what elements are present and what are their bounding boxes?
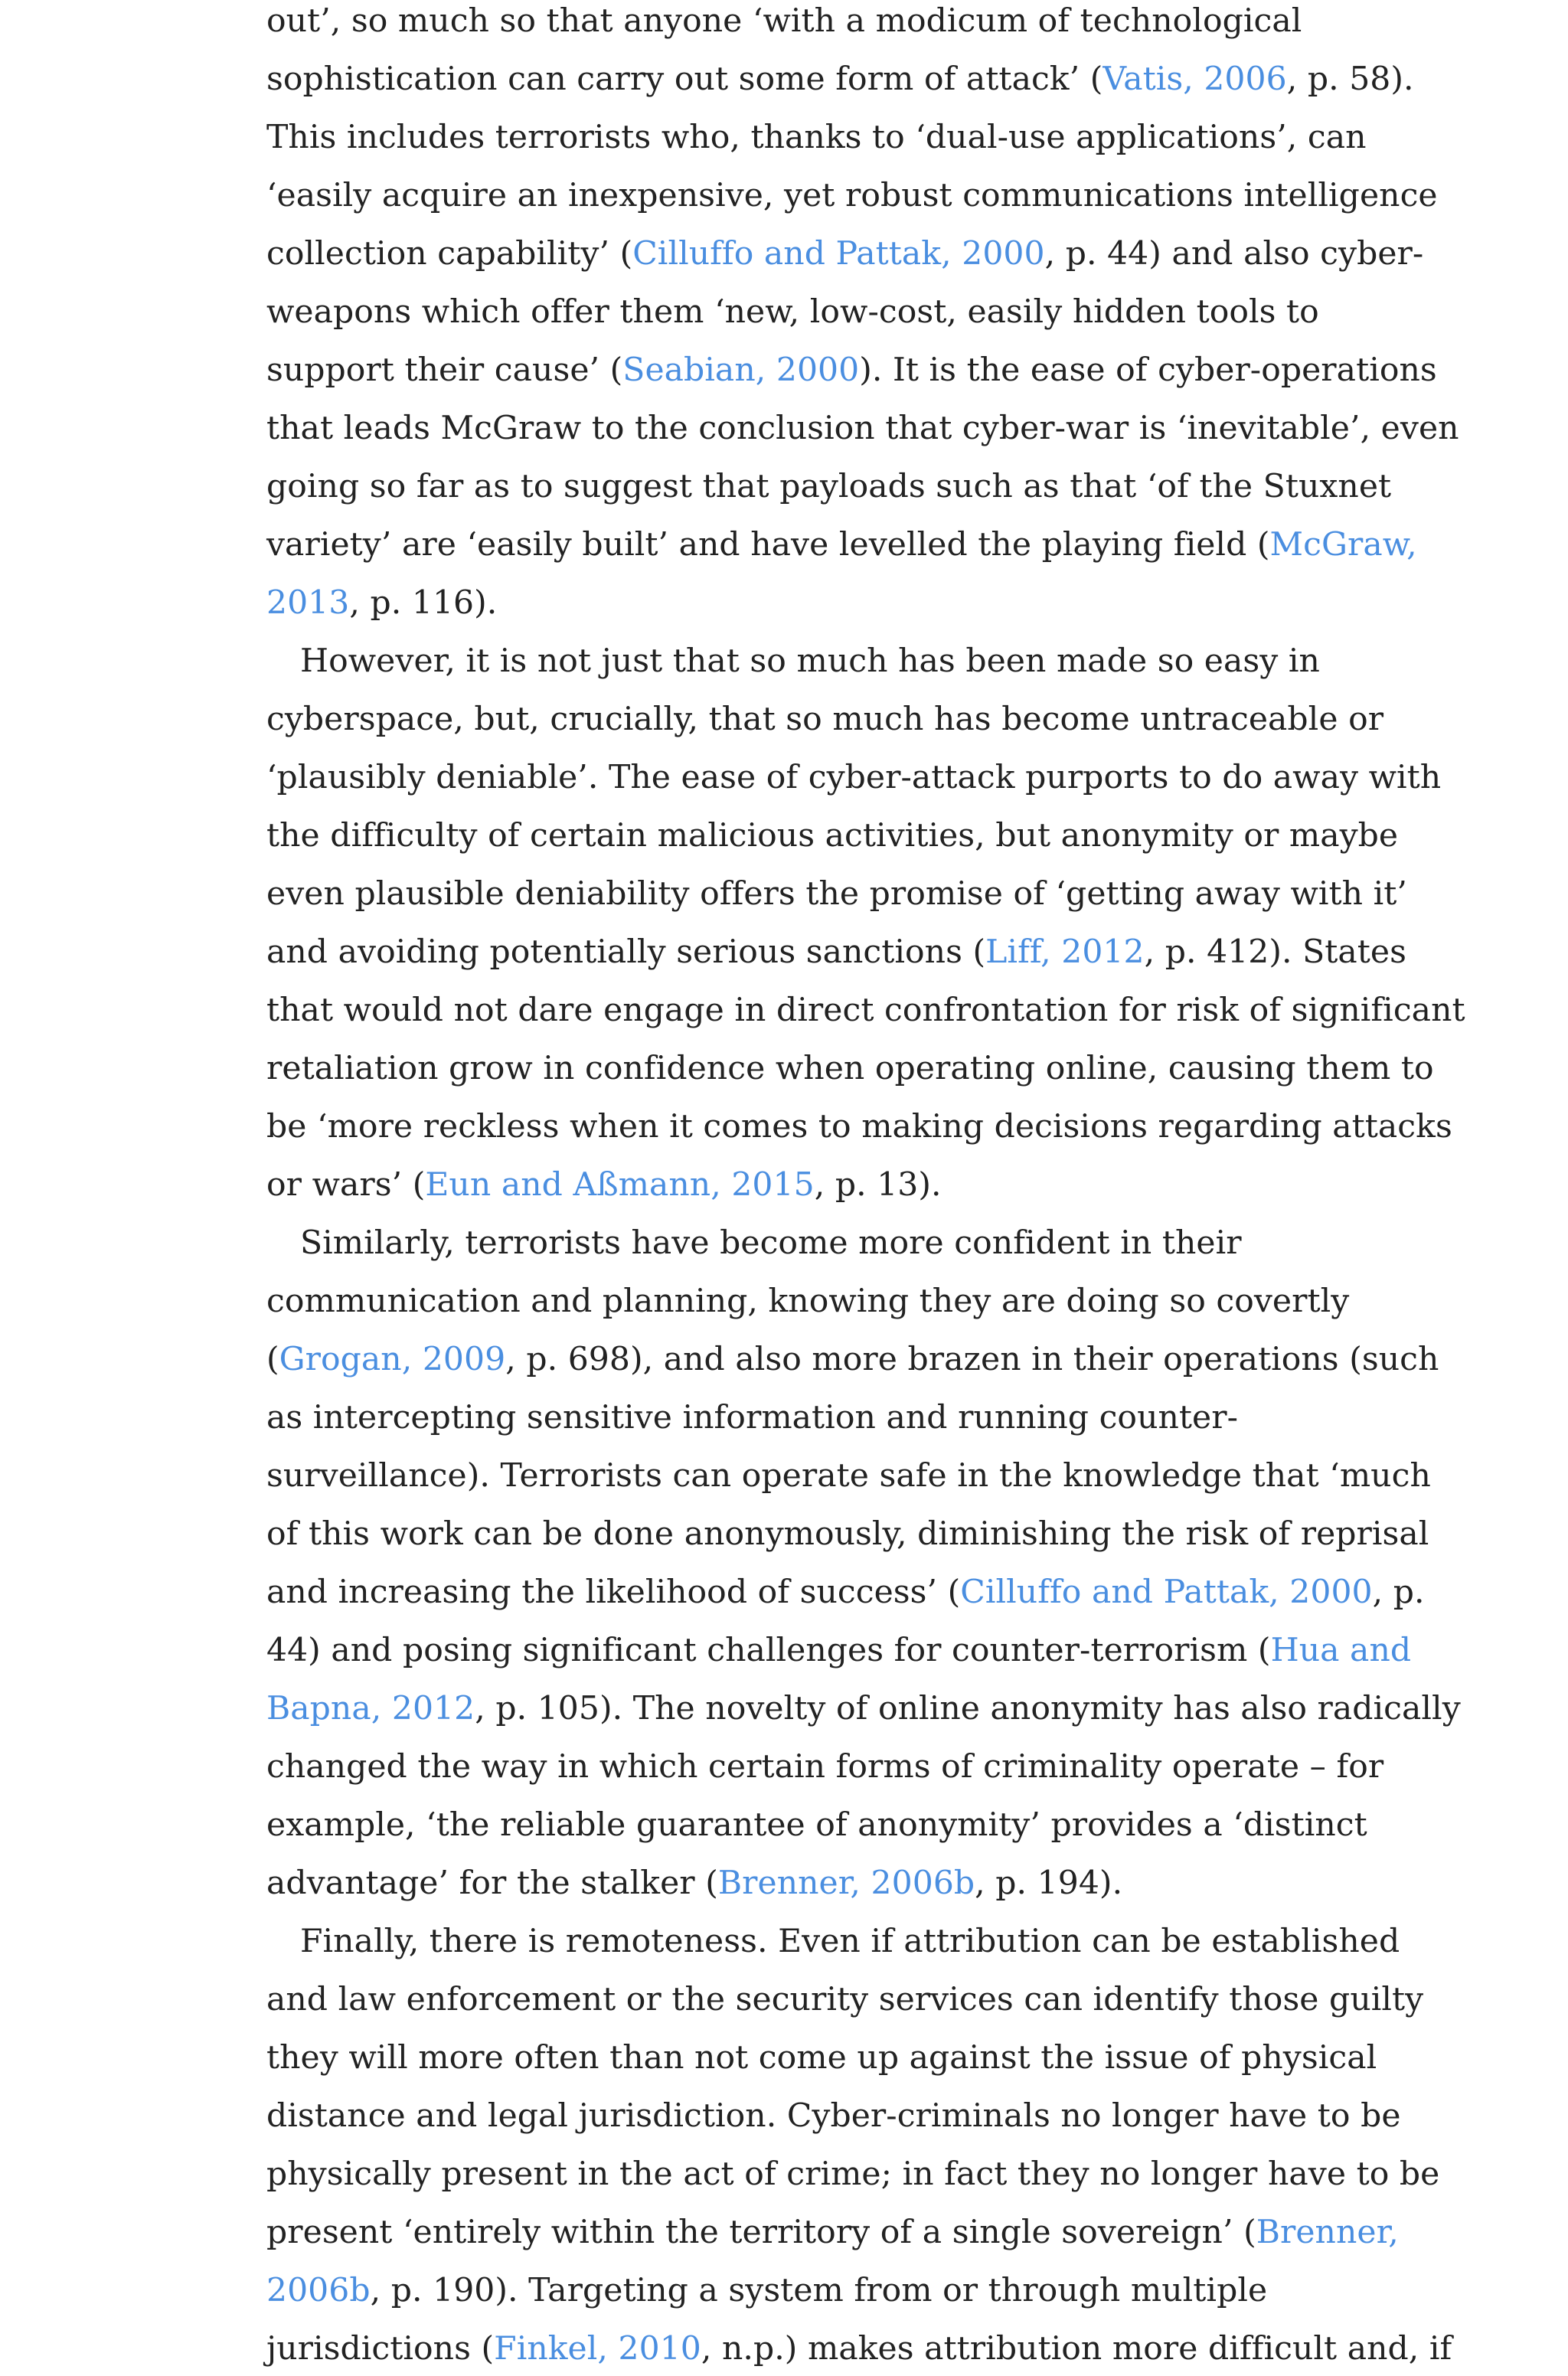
text-line — [266, 926, 1406, 979]
citation-link[interactable]: 2013 — [266, 584, 350, 622]
text-run: be ‘more reckless when it comes to making decisions regarding attacks — [266, 1108, 1452, 1146]
text-run: ( — [266, 1341, 279, 1378]
text-line — [266, 1973, 1423, 2027]
text-line — [266, 344, 1437, 397]
text-line — [266, 1391, 1238, 1445]
text-run: However, it is not just that so much has been made so easy in — [300, 642, 1320, 680]
citation-link[interactable]: Vatis, 2006 — [1102, 60, 1287, 98]
text-line — [300, 1217, 1242, 1270]
text-run: cyberspace, but, crucially, that so much has become untraceable or — [266, 701, 1384, 738]
text-run: the difficulty of certain malicious activities, but anonymity or maybe — [266, 817, 1399, 855]
text-run: , p. 105). The novelty of online anonymity has also radically — [475, 1690, 1461, 1727]
text-line — [266, 809, 1398, 863]
text-run: sophistication can carry out some form of attack’ ( — [266, 60, 1103, 98]
text-line — [266, 2090, 1401, 2143]
citation-link[interactable]: Finkel, 2010 — [494, 2330, 701, 2368]
text-run: changed the way in which certain forms of criminality operate – for — [266, 1748, 1384, 1786]
citation-link[interactable]: Seabian, 2000 — [622, 351, 860, 389]
text-run: , p. 190). Targeting a system from or through multiple — [370, 2272, 1268, 2309]
text-line — [266, 2206, 1399, 2260]
text-run: or wars’ ( — [266, 1166, 426, 1204]
citation-link[interactable]: Hua and — [1270, 1632, 1412, 1669]
citation-link[interactable]: Cilluffo and Pattak, 2000 — [632, 235, 1045, 273]
text-run: Finally, there is remoteness. Even if attribution can be established — [300, 1923, 1400, 1960]
text-run: Similarly, terrorists have become more confident in their — [300, 1224, 1242, 1262]
text-run: jurisdictions ( — [266, 2330, 495, 2368]
text-line — [300, 635, 1320, 688]
text-line — [266, 1624, 1411, 1678]
citation-link[interactable]: Liff, 2012 — [985, 933, 1145, 971]
text-line — [300, 1915, 1400, 1969]
citation-link[interactable]: Cilluffo and Pattak, 2000 — [960, 1574, 1373, 1611]
text-run: as intercepting sensitive information and running counter- — [266, 1399, 1239, 1436]
text-line — [266, 286, 1319, 339]
text-line — [266, 460, 1391, 514]
text-line — [266, 2031, 1377, 2085]
text-run: ). It is the ease of cyber-operations — [859, 351, 1437, 389]
text-run: , p. 412). States — [1144, 933, 1406, 971]
text-run: that leads McGraw to the conclusion that cyber-war is ‘inevitable’, even — [266, 410, 1459, 447]
text-run: variety’ are ‘easily built’ and have levelled the playing field ( — [266, 526, 1270, 564]
text-run: retaliation grow in confidence when operating online, causing them to — [266, 1050, 1434, 1087]
text-line — [266, 402, 1459, 456]
text-run: support their cause’ ( — [266, 351, 623, 389]
text-line — [266, 1275, 1349, 1329]
text-run: , p. — [1372, 1574, 1425, 1611]
citation-link[interactable]: McGraw, — [1269, 526, 1417, 564]
citation-link[interactable]: Grogan, 2009 — [279, 1341, 506, 1378]
citation-link[interactable]: Bapna, 2012 — [266, 1690, 475, 1727]
text-run: weapons which offer them ‘new, low-cost, easily hidden tools to — [266, 293, 1319, 331]
text-run: example, ‘the reliable guarantee of anonymity’ provides a ‘distinct — [266, 1806, 1367, 1844]
text-run: surveillance). Terrorists can operate safe in the knowledge that ‘much — [266, 1457, 1431, 1495]
text-line — [266, 53, 1414, 106]
text-line — [266, 577, 497, 630]
text-line — [266, 1566, 1425, 1619]
citation-link[interactable]: Eun and Aßmann, 2015 — [425, 1166, 815, 1204]
text-run: advantage’ for the stalker ( — [266, 1865, 718, 1902]
text-run: This includes terrorists who, thanks to ‘dual-use applications’, can — [266, 119, 1367, 156]
text-run: ‘plausibly deniable’. The ease of cyber-attack purports to do away with — [266, 759, 1442, 796]
text-line — [266, 868, 1407, 921]
text-run: present ‘entirely within the territory of a single sovereign’ ( — [266, 2214, 1256, 2251]
text-line — [266, 1799, 1367, 1852]
text-run: , n.p.) makes attribution more difficult and, if — [701, 2330, 1452, 2368]
text-run: , p. 116). — [349, 584, 498, 622]
text-run: of this work can be done anonymously, diminishing the risk of reprisal — [266, 1515, 1429, 1553]
text-run: that would not dare engage in direct confrontation for risk of significant — [266, 992, 1465, 1029]
citation-link[interactable]: Brenner, — [1256, 2214, 1399, 2251]
text-run: , p. 698), and also more brazen in their operations (such — [505, 1341, 1439, 1378]
text-run: out’, so much so that anyone ‘with a modicum of technological — [266, 2, 1302, 40]
text-line — [266, 1100, 1452, 1154]
text-line — [266, 518, 1417, 572]
text-run: and law enforcement or the security services can identify those guilty — [266, 1981, 1424, 2018]
text-run: communication and planning, knowing they are doing so covertly — [266, 1283, 1350, 1320]
text-line — [266, 1449, 1431, 1503]
text-line — [266, 1682, 1461, 1736]
text-run: collection capability’ ( — [266, 235, 633, 273]
text-run: 44) and posing significant challenges for counter-terrorism ( — [266, 1632, 1271, 1669]
citation-link[interactable]: 2006b — [266, 2272, 371, 2309]
text-run: , p. 44) and also cyber- — [1044, 235, 1424, 273]
text-line — [266, 984, 1465, 1038]
text-run: , p. 13). — [814, 1166, 942, 1204]
text-line — [266, 0, 1302, 48]
text-line — [266, 1159, 942, 1212]
text-line — [266, 1333, 1439, 1387]
text-line — [266, 169, 1438, 223]
text-line — [266, 1740, 1383, 1794]
text-run: going so far as to suggest that payloads such as that ‘of the Stuxnet — [266, 468, 1392, 505]
text-run: they will more often than not come up against the issue of physical — [266, 2039, 1377, 2077]
text-line — [266, 1042, 1434, 1096]
text-line — [266, 2148, 1439, 2201]
text-line — [266, 2322, 1452, 2376]
text-run: and avoiding potentially serious sanctions ( — [266, 933, 986, 971]
text-run: , p. 58). — [1286, 60, 1414, 98]
citation-link[interactable]: Brenner, 2006b — [717, 1865, 975, 1902]
text-run: physically present in the act of crime; in fact they no longer have to be — [266, 2155, 1440, 2193]
text-line — [266, 2264, 1267, 2318]
text-run: ‘easily acquire an inexpensive, yet robust communications intelligence — [266, 177, 1438, 214]
text-line — [266, 751, 1441, 805]
text-run: and increasing the likelihood of success’ ( — [266, 1574, 961, 1611]
text-run: even plausible deniability offers the promise of ‘getting away with it’ — [266, 875, 1407, 913]
text-line — [266, 1508, 1429, 1561]
text-line — [266, 693, 1383, 747]
text-line — [266, 227, 1423, 281]
text-line — [266, 1857, 1122, 1910]
text-line — [266, 111, 1367, 165]
text-run: , p. 194). — [975, 1865, 1123, 1902]
text-run: distance and legal jurisdiction. Cyber-criminals no longer have to be — [266, 2097, 1401, 2135]
